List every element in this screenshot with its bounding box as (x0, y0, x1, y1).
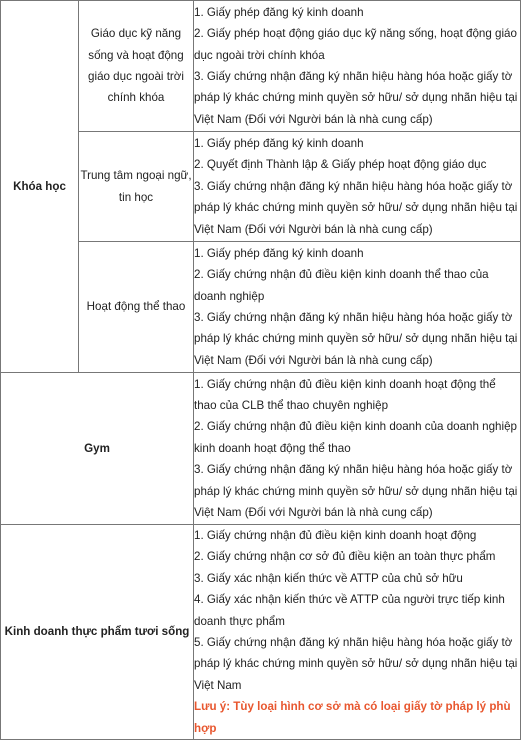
requirement-item: 3. Giấy chứng nhận đăng ký nhãn hiệu hàng hóa hoặc giấy tờ pháp lý khác chứng minh quyền sở hữu/ sở dụng nhãn hiệu tại Việt Nam (Đối với Người bán là nhà cung cấp) (194, 463, 518, 520)
requirement-item: 1. Giấy phép đăng ký kinh doanh (194, 136, 364, 150)
requirement-item: 5. Giấy chứng nhận đăng ký nhãn hiệu hàng hóa hoặc giấy tờ pháp lý khác chứng minh quyền sở hữu/ sở dụng nhãn hiệu tại Việt Nam (194, 636, 518, 692)
table-row (1, 525, 521, 740)
requirement-item: 3. Giấy chứng nhận đăng ký nhãn hiệu hàng hóa hoặc giấy tờ pháp lý khác chứng minh quyền sở hữu/ sở dụng nhãn hiệu tại Việt Nam (Đối với Người bán là nhà cung cấp) (194, 70, 518, 126)
subcategory-sports: Hoạt động thể thao (79, 242, 194, 373)
requirement-item: 4. Giấy xác nhận kiến thức về ATTP của người trực tiếp kinh doanh thực phẩm (194, 593, 505, 628)
requirement-item: 3. Giấy chứng nhận đăng ký nhãn hiệu hàng hóa hoặc giấy tờ pháp lý khác chứng minh quyền sở hữu/ sở dụng nhãn hiệu tại Việt Nam (Đối với Người bán là nhà cung cấp) (194, 311, 518, 367)
requirement-item: 1. Giấy phép đăng ký kinh doanh (194, 246, 364, 260)
requirements-language-center (194, 132, 521, 242)
requirement-item: 1. Giấy chứng nhận đủ điều kiện kinh doanh hoạt động thể thao của CLB thể thao chuyên nghiệp (194, 377, 496, 412)
requirement-item: 3. Giấy chứng nhận đăng ký nhãn hiệu hàng hóa hoặc giấy tờ pháp lý khác chứng minh quyền sở hữu/ sở dụng nhãn hiệu tại Việt Nam (Đối với Người bán là nhà cung cấp) (194, 179, 518, 236)
requirements-sports (194, 242, 521, 373)
category-gym: Gym (1, 373, 194, 525)
table-row (1, 1, 521, 132)
requirements-fresh-food (194, 525, 521, 740)
requirements-life-skills (194, 1, 521, 132)
requirement-item: 2. Giấy chứng nhận đủ điều kiện kinh doanh của doanh nghiệp kinh doanh hoạt động thể thao (194, 420, 517, 455)
table-row (1, 242, 521, 373)
requirement-item: 2. Quyết định Thành lập & Giấy phép hoạt động giáo dục (194, 158, 487, 172)
category-khoa-hoc: Khóa học (1, 1, 79, 373)
table-row (1, 373, 521, 525)
requirement-item: 1. Giấy phép đăng ký kinh doanh (194, 5, 364, 19)
subcategory-life-skills: Giáo dục kỹ năng sống và hoạt động giáo dục ngoài trời chính khóa (79, 1, 194, 132)
table-row (1, 132, 521, 242)
requirement-item: 2. Giấy chứng nhận đủ điều kiện kinh doanh thể thao của doanh nghiệp (194, 268, 489, 303)
requirement-item: 2. Giấy chứng nhận cơ sở đủ điều kiện an toàn thực phẩm (194, 550, 496, 564)
requirement-item: 1. Giấy chứng nhận đủ điều kiện kinh doanh hoạt động (194, 529, 477, 542)
subcategory-language-center: Trung tâm ngoại ngữ, tin học (79, 132, 194, 242)
note-text: Lưu ý: Tùy loại hình cơ sở mà có loại giấy tờ pháp lý phù hợp (194, 700, 511, 735)
requirement-item: 3. Giấy xác nhận kiến thức về ATTP của chủ sở hữu (194, 571, 463, 585)
requirement-item: 2. Giấy phép hoạt động giáo dục kỹ năng sống, hoạt động giáo dục ngoài trời chính khóa (194, 27, 517, 62)
requirements-gym (194, 373, 521, 525)
category-fresh-food: Kinh doanh thực phẩm tươi sống (1, 525, 194, 740)
